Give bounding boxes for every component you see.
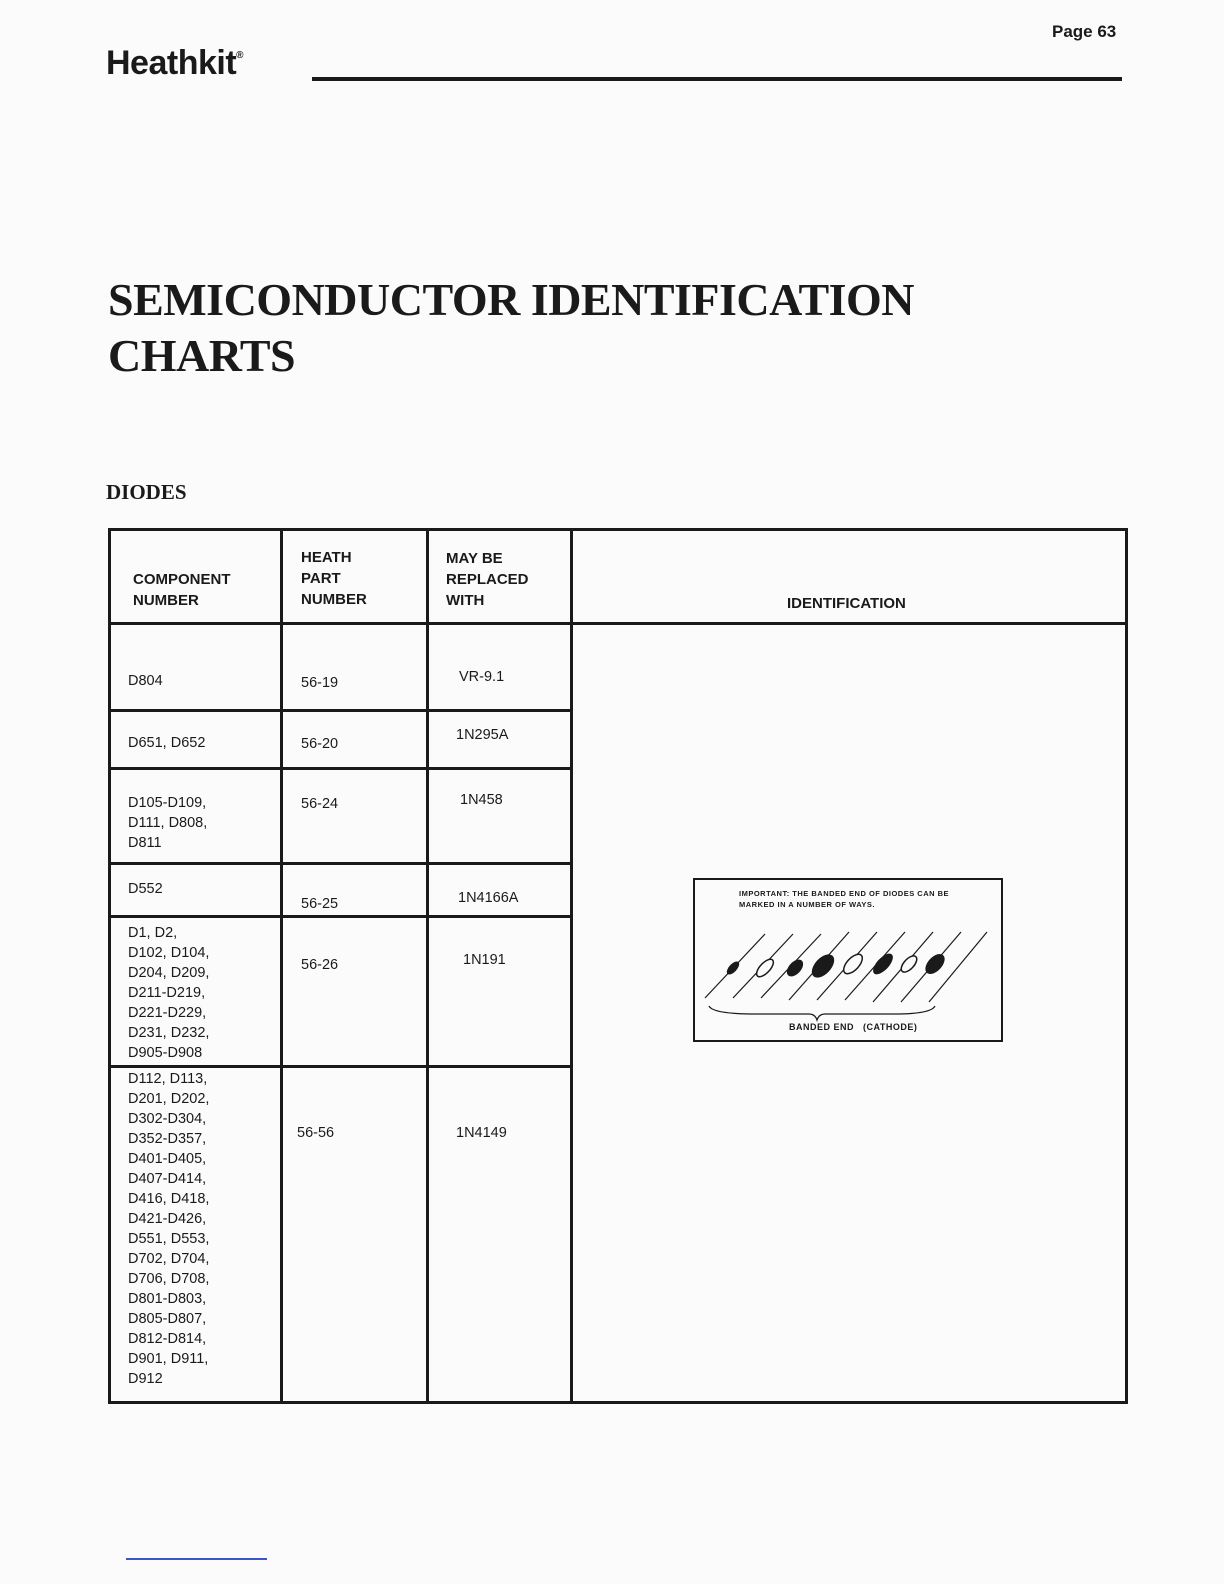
column-divider <box>426 531 429 1401</box>
column-divider <box>280 531 283 1401</box>
header-heath-part-number: HEATH PART NUMBER <box>301 549 367 608</box>
header-identification: IDENTIFICATION <box>787 595 906 612</box>
title-line-1: SEMICONDUCTOR IDENTIFICATION <box>108 274 915 325</box>
header-rule <box>312 77 1122 81</box>
header-may-be-replaced-with: MAY BE REPLACED WITH <box>446 550 529 609</box>
cell-component: D651, D652 <box>128 735 206 751</box>
row-divider <box>111 915 573 918</box>
page-title <box>108 272 1058 384</box>
cell-replacement: 1N191 <box>463 952 506 968</box>
cell-part: 56-26 <box>301 957 339 973</box>
header-component-number: COMPONENT NUMBER <box>133 571 231 609</box>
cell-component: D1, D2, D102, D104, D204, D209, D211-D219, D221-D229, D231, D232, D905-D908 <box>128 925 210 1061</box>
footer-link-rule <box>126 1558 267 1560</box>
diode-body <box>754 957 776 980</box>
cell-replacement: VR-9.1 <box>459 669 505 685</box>
row-divider <box>111 709 573 712</box>
cell-component: D804 <box>128 673 163 689</box>
cell-replacement: 1N458 <box>460 792 503 808</box>
cell-part: 56-20 <box>301 736 339 752</box>
registered-mark: ® <box>236 50 244 61</box>
cell-part: 56-24 <box>301 796 339 812</box>
page-number: Page 63 <box>1052 22 1117 41</box>
banded-end-label: BANDED END (CATHODE) <box>789 1022 918 1032</box>
cell-replacement: 1N4149 <box>456 1125 507 1141</box>
banded-end-note: IMPORTANT: THE BANDED END OF DIODES CAN BE MARKED IN A NUMBER OF WAYS. <box>739 889 950 909</box>
diode-body <box>840 951 865 977</box>
diode-identification-figure <box>693 878 1003 1042</box>
diode-illustration <box>695 880 1005 1044</box>
diode-body <box>784 957 806 980</box>
cell-replacement: 1N4166A <box>458 890 519 906</box>
section-heading-diodes: DIODES <box>106 480 187 504</box>
cell-component: D105-D109, D111, D808, D811 <box>128 795 208 851</box>
cell-part: 56-19 <box>301 675 339 691</box>
heathkit-logo <box>106 44 243 83</box>
cell-component: D552 <box>128 881 163 897</box>
diode-body <box>899 953 920 974</box>
column-divider <box>570 531 573 1401</box>
banded-end-brace <box>709 1006 935 1020</box>
row-divider <box>111 862 573 865</box>
cell-replacement: 1N295A <box>456 727 509 743</box>
cell-component: D112, D113, D201, D202, D302-D304, D352-D357, D401-D405, D407-D414, D416, D418, D421-D426, D551, D553, D702, D704, D706, D708, D801-D803, D805-D807, D812-D814, D901, D911, D912 <box>128 1071 210 1387</box>
header-divider <box>111 622 1125 625</box>
cell-part: 56-25 <box>301 896 339 912</box>
brand-name: Heathkit <box>106 44 237 82</box>
title-line-2: CHARTS <box>108 330 296 381</box>
row-divider <box>111 1065 573 1068</box>
diode-body <box>808 950 839 981</box>
row-divider <box>111 767 573 770</box>
cell-part: 56-56 <box>297 1125 335 1141</box>
diode-body <box>870 950 897 977</box>
